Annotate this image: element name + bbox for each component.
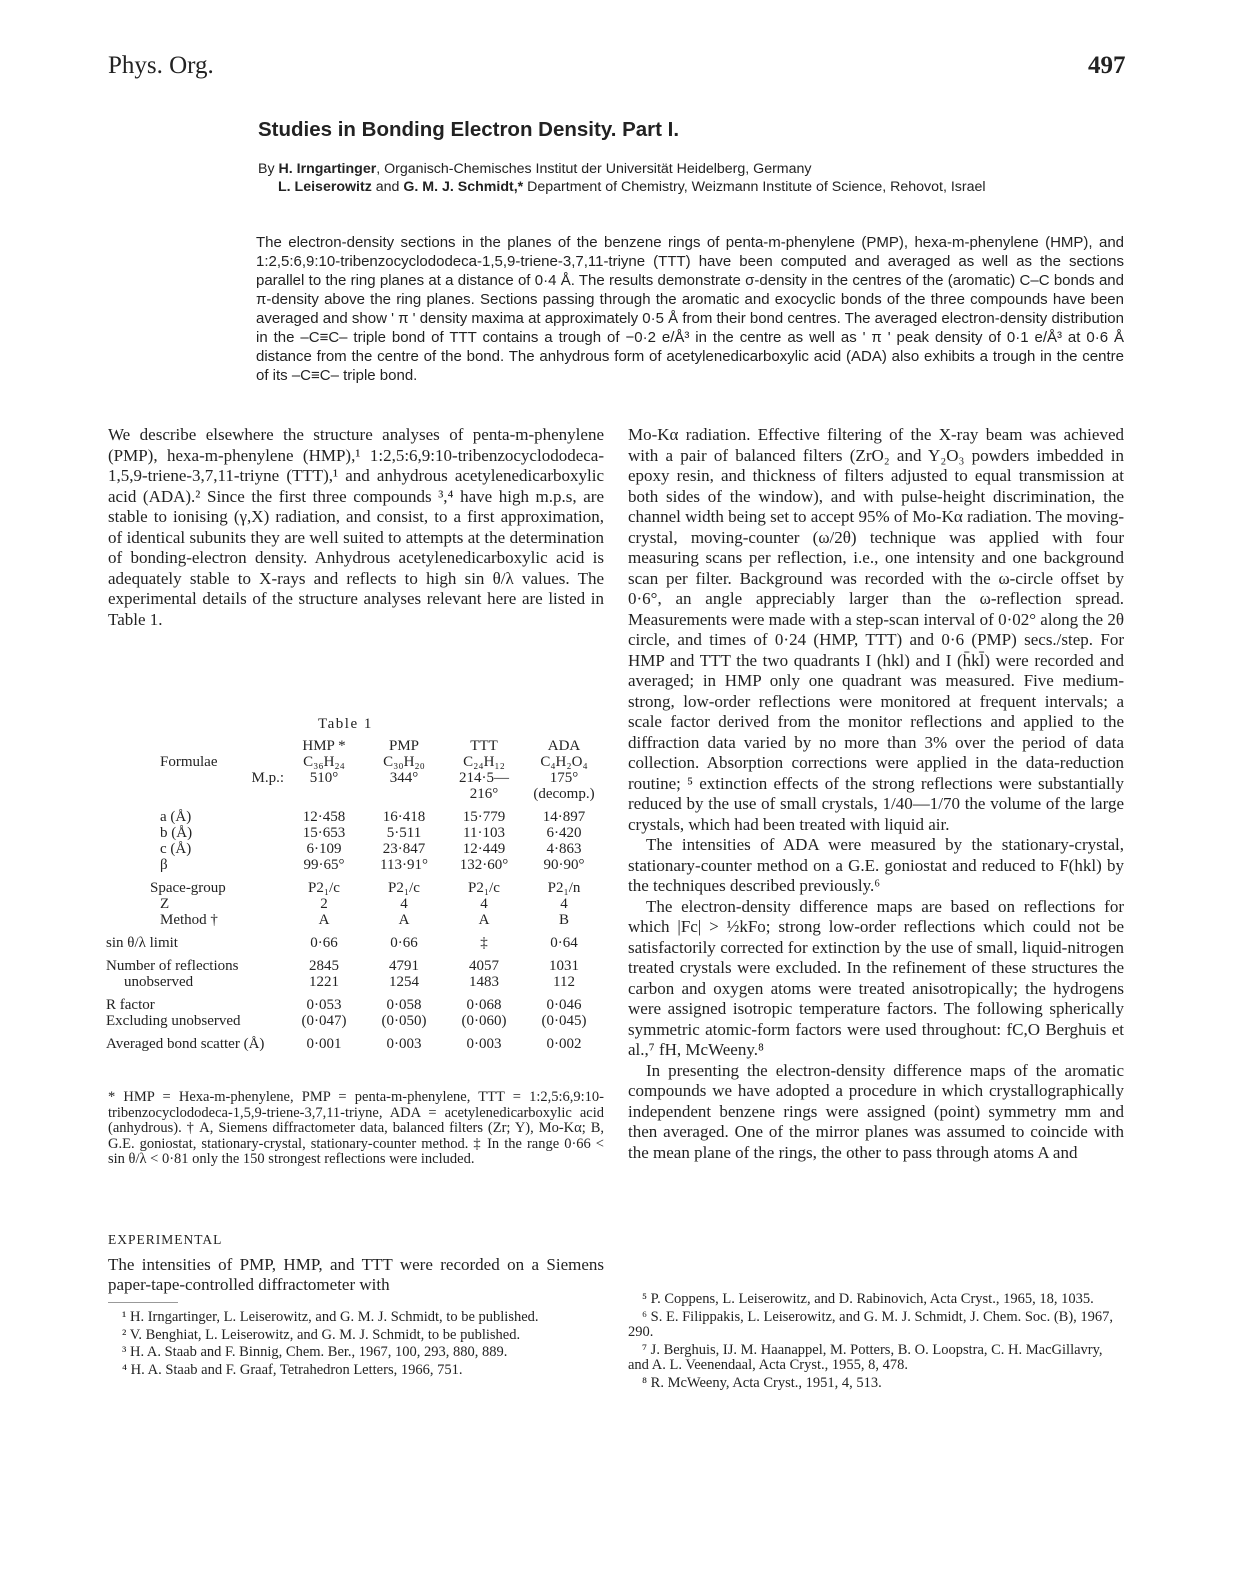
- table-cell: 113·91°: [380, 857, 428, 873]
- row-label: β: [160, 857, 168, 873]
- column-header: ADA: [547, 738, 581, 754]
- table-cell: 1031: [549, 958, 579, 974]
- table-cell: 214·5— 216°: [459, 770, 509, 802]
- table-cell: 15·653: [302, 825, 346, 841]
- abstract: The electron-density sections in the planes of the benzene rings of penta-m-phenylene (PMP), hexa-m-phenylene (HMP), and 1:2,5:6,9:10-tribenzocyclododeca-1,5,9-triene-3,7,11-triyne (TTT) have been computed and averaged as well as the sections parallel to the ring planes at a distance of 0·4 Å. The results demonstrate σ-density in the centres of the (aromatic) C–C bonds and π-density above the ring planes. Sections passing through the aromatic and exocyclic bonds of the three compounds have been averaged and show ' π ' density maxima at approximately 0·5 Å from their bond centres. The averaged electron-density distribution in the –C≡C– triple bond of TTT contains a trough of −0·2 e/Å³ in the centre as well as ' π ' peak density of 0·1 e/Å³ at 0·6 Å distance from the centre of the bond. The anhydrous form of acetylenedicarboxylic acid (ADA) also exhibits a trough in the centre of its –C≡C– triple bond.: [256, 234, 1124, 384]
- row-label: Z: [160, 896, 170, 912]
- table-cell: 344°: [389, 770, 419, 786]
- table-cell: 12·458: [302, 809, 346, 825]
- row-label: Excluding unobserved: [106, 1013, 241, 1029]
- table-cell: ‡: [480, 935, 488, 951]
- row-label: a (Å): [160, 809, 192, 825]
- table-row: [106, 951, 604, 974]
- footnote: ³ H. A. Staab and F. Binnig, Chem. Ber., 1967, 100, 293, 880, 889.: [122, 1344, 508, 1360]
- row-label: Averaged bond scatter (Å): [106, 1036, 265, 1052]
- table-title: Table 1: [318, 716, 373, 732]
- table-row: [106, 990, 604, 1013]
- experimental-paragraph: The intensities of PMP, HMP, and TTT were recorded on a Siemens paper-tape-controlled diffractometer with: [108, 1255, 604, 1294]
- table-cell: (0·045): [541, 1013, 587, 1029]
- table-row: [106, 841, 604, 857]
- table-row: [106, 912, 604, 928]
- table-cell: 132·60°: [459, 857, 509, 873]
- table-cell: 510°: [309, 770, 339, 786]
- table-cell: C₃₀H₂₀: [383, 754, 425, 770]
- table-cell: A: [398, 912, 410, 928]
- section-heading-experimental: EXPERIMENTAL: [108, 1232, 223, 1247]
- footnote: ⁶ S. E. Filippakis, L. Leiserowitz, and G. M. J. Schmidt, J. Chem. Soc. (B), 1967, 290.: [628, 1308, 1114, 1340]
- row-label: M.p.:: [251, 770, 284, 786]
- table-cell: 0·058: [386, 997, 422, 1013]
- table-cell: A: [318, 912, 330, 928]
- author-irngartinger: H. Irngartinger: [278, 161, 377, 177]
- table-cell: P2₁/c: [388, 880, 420, 896]
- table-header-row: [106, 738, 604, 754]
- table-row: [106, 1029, 604, 1052]
- table-cell: 0·66: [310, 935, 338, 951]
- table-cell: 12·449: [462, 841, 506, 857]
- row-label: Space-group: [150, 880, 226, 896]
- author-schmidt: G. M. J. Schmidt,*: [403, 179, 524, 195]
- table-row: [106, 873, 604, 896]
- table-row: [106, 754, 604, 770]
- table-cell: 0·046: [546, 997, 582, 1013]
- table-cell: 0·003: [386, 1036, 422, 1052]
- footnote: ² V. Benghiat, L. Leiserowitz, and G. M. J. Schmidt, to be published.: [122, 1326, 521, 1343]
- table-cell: 4: [480, 896, 488, 912]
- table-row: [106, 896, 604, 912]
- table-row: [106, 825, 604, 841]
- footnote: ⁷ J. Berghuis, IJ. M. Haanappel, M. Potters, B. O. Loopstra, C. H. MacGillavry, and A. L. Veenendaal, Acta Cryst., 1955, 8, 478.: [628, 1341, 1103, 1373]
- affiliation-heidelberg: , Organisch-Chemisches Institut der Universität Heidelberg, Germany: [376, 161, 812, 177]
- table-row: [106, 974, 604, 990]
- column-header: PMP: [388, 738, 420, 754]
- data-table: [106, 738, 604, 1052]
- author-leiserowitz: L. Leiserowitz: [278, 179, 372, 195]
- table-cell: 2845: [309, 958, 339, 974]
- page-number: 497: [1088, 52, 1126, 79]
- table-cell: 16·418: [382, 809, 426, 825]
- table-footnote: * HMP = Hexa-m-phenylene, PMP = penta-m-phenylene, TTT = 1:2,5:6,9:10-tribenzocyclododeca-1,5,9-triene-3,7,11-triyne, ADA = acetylenedicarboxylic acid (anhydrous). † A, Siemens diffractometer data, balanced filters (Zr; Y), Mo-Kα; B, G.E. goniostat, stationary-crystal, stationary-counter method. ‡ In the range 0·66 < sin θ/λ < 0·81 only the 150 strongest reflections were included.: [108, 1089, 604, 1167]
- table-cell: 2: [320, 896, 328, 912]
- row-label: R factor: [106, 997, 155, 1013]
- table-cell: 175° (decomp.): [533, 770, 595, 802]
- paragraph-presenting-maps: In presenting the electron-density difference maps of the aromatic compounds we have adopted a procedure in which crystallographically independent benzene rings were assigned (point) symmetry mm and then averaged. One of the mirror planes was assumed to coincide with the mean plane of the rings, the other to pass through atoms A and: [628, 1060, 1124, 1162]
- table-cell: C₄H₂O₄: [540, 754, 588, 770]
- affiliation-line-1: [258, 160, 812, 178]
- table-cell: 0·053: [306, 997, 342, 1013]
- table-row: [106, 1013, 604, 1029]
- table-cell: 1221: [309, 974, 339, 990]
- table-cell: 1254: [389, 974, 419, 990]
- footnote: ⁸ R. McWeeny, Acta Cryst., 1951, 4, 513.: [642, 1374, 882, 1391]
- table-cell: (0·050): [381, 1013, 427, 1029]
- table-cell: 11·103: [463, 825, 505, 841]
- table-cell: 23·847: [382, 841, 426, 857]
- table-cell: (0·047): [301, 1013, 347, 1029]
- table-cell: 4·863: [546, 841, 582, 857]
- table-cell: 0·003: [466, 1036, 502, 1052]
- table-cell: 14·897: [542, 809, 586, 825]
- article-title: Studies in Bonding Electron Density. Part I.: [258, 118, 680, 141]
- affiliation-weizmann: Department of Chemistry, Weizmann Institute of Science, Rehovot, Israel: [523, 179, 986, 195]
- column-right: [628, 425, 1124, 1163]
- table-cell: 6·420: [546, 825, 582, 841]
- table-cell: 5·511: [386, 825, 422, 841]
- table-cell: 1483: [469, 974, 499, 990]
- row-label: b (Å): [160, 825, 193, 841]
- footnote: ⁴ H. A. Staab and F. Graaf, Tetrahedron Letters, 1966, 751.: [122, 1361, 463, 1378]
- table-row: [106, 857, 604, 873]
- journal-name: Phys. Org.: [108, 52, 214, 79]
- table-cell: 4: [560, 896, 568, 912]
- table-row: [106, 802, 604, 825]
- table-cell: 4057: [469, 958, 499, 974]
- table-cell: P2₁/c: [308, 880, 340, 896]
- paragraph-radiation: Mo-Kα radiation. Effective filtering of the X-ray beam was achieved with a pair of balanced filters (ZrO₂ and Y₂O₃ powders imbedded in epoxy resin, and thickness of filters adjusted to equal transmission at both sides of the window), and with pulse-height discrimination, the channel width being set to accept 95% of Mo-Kα radiation. The moving-crystal, moving-counter (ω/2θ) technique was applied with four measuring scans per reflection, i.e., one intensity and one background scan per filter. Background was recorded with the ω-circle offset by 0·6°, an angle appreciably larger than the ω-reflection spread. Measurements were made with a step-scan interval of 0·02° along the 2θ circle, and times of 0·24 (HMP, TTT) and 0·6 (PMP) secs./step. For HMP and TTT the two quadrants I (hkl) and I (h̄kl̄) were recorded and averaged; in HMP only one quadrant was measured. Five medium-strong, low-order reflections were monitored at frequent intervals; a scale factor derived from the monitor reflections and applied to the diffraction data varied by no more than 3% over the period of data collection. Absorption corrections were applied in the data-reduction routine; ⁵ extinction effects of the strong reflections were substantially reduced by the use of small crystals, 1/40—1/70 the volume of the large crystals, which had been treated with liquid air.: [628, 425, 1124, 834]
- affiliation-line-2: [278, 178, 1128, 196]
- column-header: TTT: [470, 738, 498, 754]
- table-cell: 0·002: [546, 1036, 582, 1052]
- table-cell: (0·060): [461, 1013, 507, 1029]
- table-cell: 0·068: [466, 997, 502, 1013]
- row-label: Number of reflections: [106, 958, 239, 974]
- table-cell: P2₁/c: [468, 880, 500, 896]
- table-cell: C₃₆H₂₄: [303, 754, 345, 770]
- row-label: unobserved: [124, 974, 194, 990]
- column-left-intro: [108, 425, 604, 630]
- and-conjunction: and: [371, 179, 404, 195]
- table-cell: A: [478, 912, 490, 928]
- table-cell: 90·90°: [543, 857, 585, 873]
- table-cell: P2₁/n: [547, 880, 581, 896]
- paragraph-difference-maps: The electron-density difference maps are based on reflections for which |Fc| > ½kFo; strong low-order reflections which could not be satisfactorily corrected for extinction by the use of small, liquid-nitrogen treated crystals were excluded. In the refinement of these structures the carbon and oxygen atoms were treated anisotropically; the hydrogens were assigned isotropic temperature factors. The following spherically symmetric atomic-form factors were used throughout: fC,O Berghuis et al.,⁷ fH, McWeeny.⁸: [628, 896, 1124, 1059]
- table-cell: 15·779: [462, 809, 506, 825]
- column-header: HMP *: [302, 738, 346, 754]
- table-cell: 0·001: [306, 1036, 342, 1052]
- footnote: ⁵ P. Coppens, L. Leiserowitz, and D. Rabinovich, Acta Cryst., 1965, 18, 1035.: [642, 1291, 1094, 1307]
- by-prefix: By: [258, 161, 279, 177]
- table-cell: 112: [553, 974, 575, 990]
- table-cell: 0·66: [390, 935, 418, 951]
- footnote: ¹ H. Irngartinger, L. Leiserowitz, and G. M. J. Schmidt, to be published.: [122, 1309, 539, 1325]
- table-row: [106, 928, 604, 951]
- table-corner: [106, 738, 284, 754]
- paragraph-ada-intensities: The intensities of ADA were measured by the stationary-crystal, stationary-counter method on a G.E. goniostat and reduced to F(hkl) by the techniques described previously.⁶: [628, 835, 1124, 895]
- row-label: c (Å): [160, 841, 192, 857]
- table-cell: 4: [400, 896, 408, 912]
- row-label: Formulae: [160, 754, 218, 770]
- table-cell: B: [558, 912, 569, 928]
- row-label: Method †: [160, 912, 218, 928]
- table-row: [106, 770, 604, 802]
- table-cell: C₂₄H₁₂: [463, 754, 505, 770]
- table-cell: 6·109: [306, 841, 342, 857]
- footnotes-left: [108, 1310, 604, 1380]
- table-cell: 0·64: [550, 935, 578, 951]
- intro-paragraph: We describe elsewhere the structure analyses of penta-m-phenylene (PMP), hexa-m-phenylene (HMP),¹ 1:2,5:6,9:10-tribenzocyclododeca-1,5,9-triene-3,7,11-triyne (TTT),¹ and anhydrous acetylenedicarboxylic acid (ADA).² Since the first three compounds ³,⁴ have high m.p.s, are stable to ionising (γ,X) radiation, and consist, to a first approximation, of identical subunits they are well suited to attempts at the determination of bonding-electron density. Anhydrous acetylenedicarboxylic acid is adequately stable to X-rays and reflects to high sin θ/λ values. The experimental details of the structure analyses relevant here are listed in Table 1.: [108, 425, 604, 629]
- footnote-separator: [108, 1302, 178, 1303]
- table-cell: 99·65°: [303, 857, 345, 873]
- footnotes-right: [628, 1292, 1124, 1393]
- row-label: sin θ/λ limit: [106, 935, 178, 951]
- table-cell: 4791: [389, 958, 419, 974]
